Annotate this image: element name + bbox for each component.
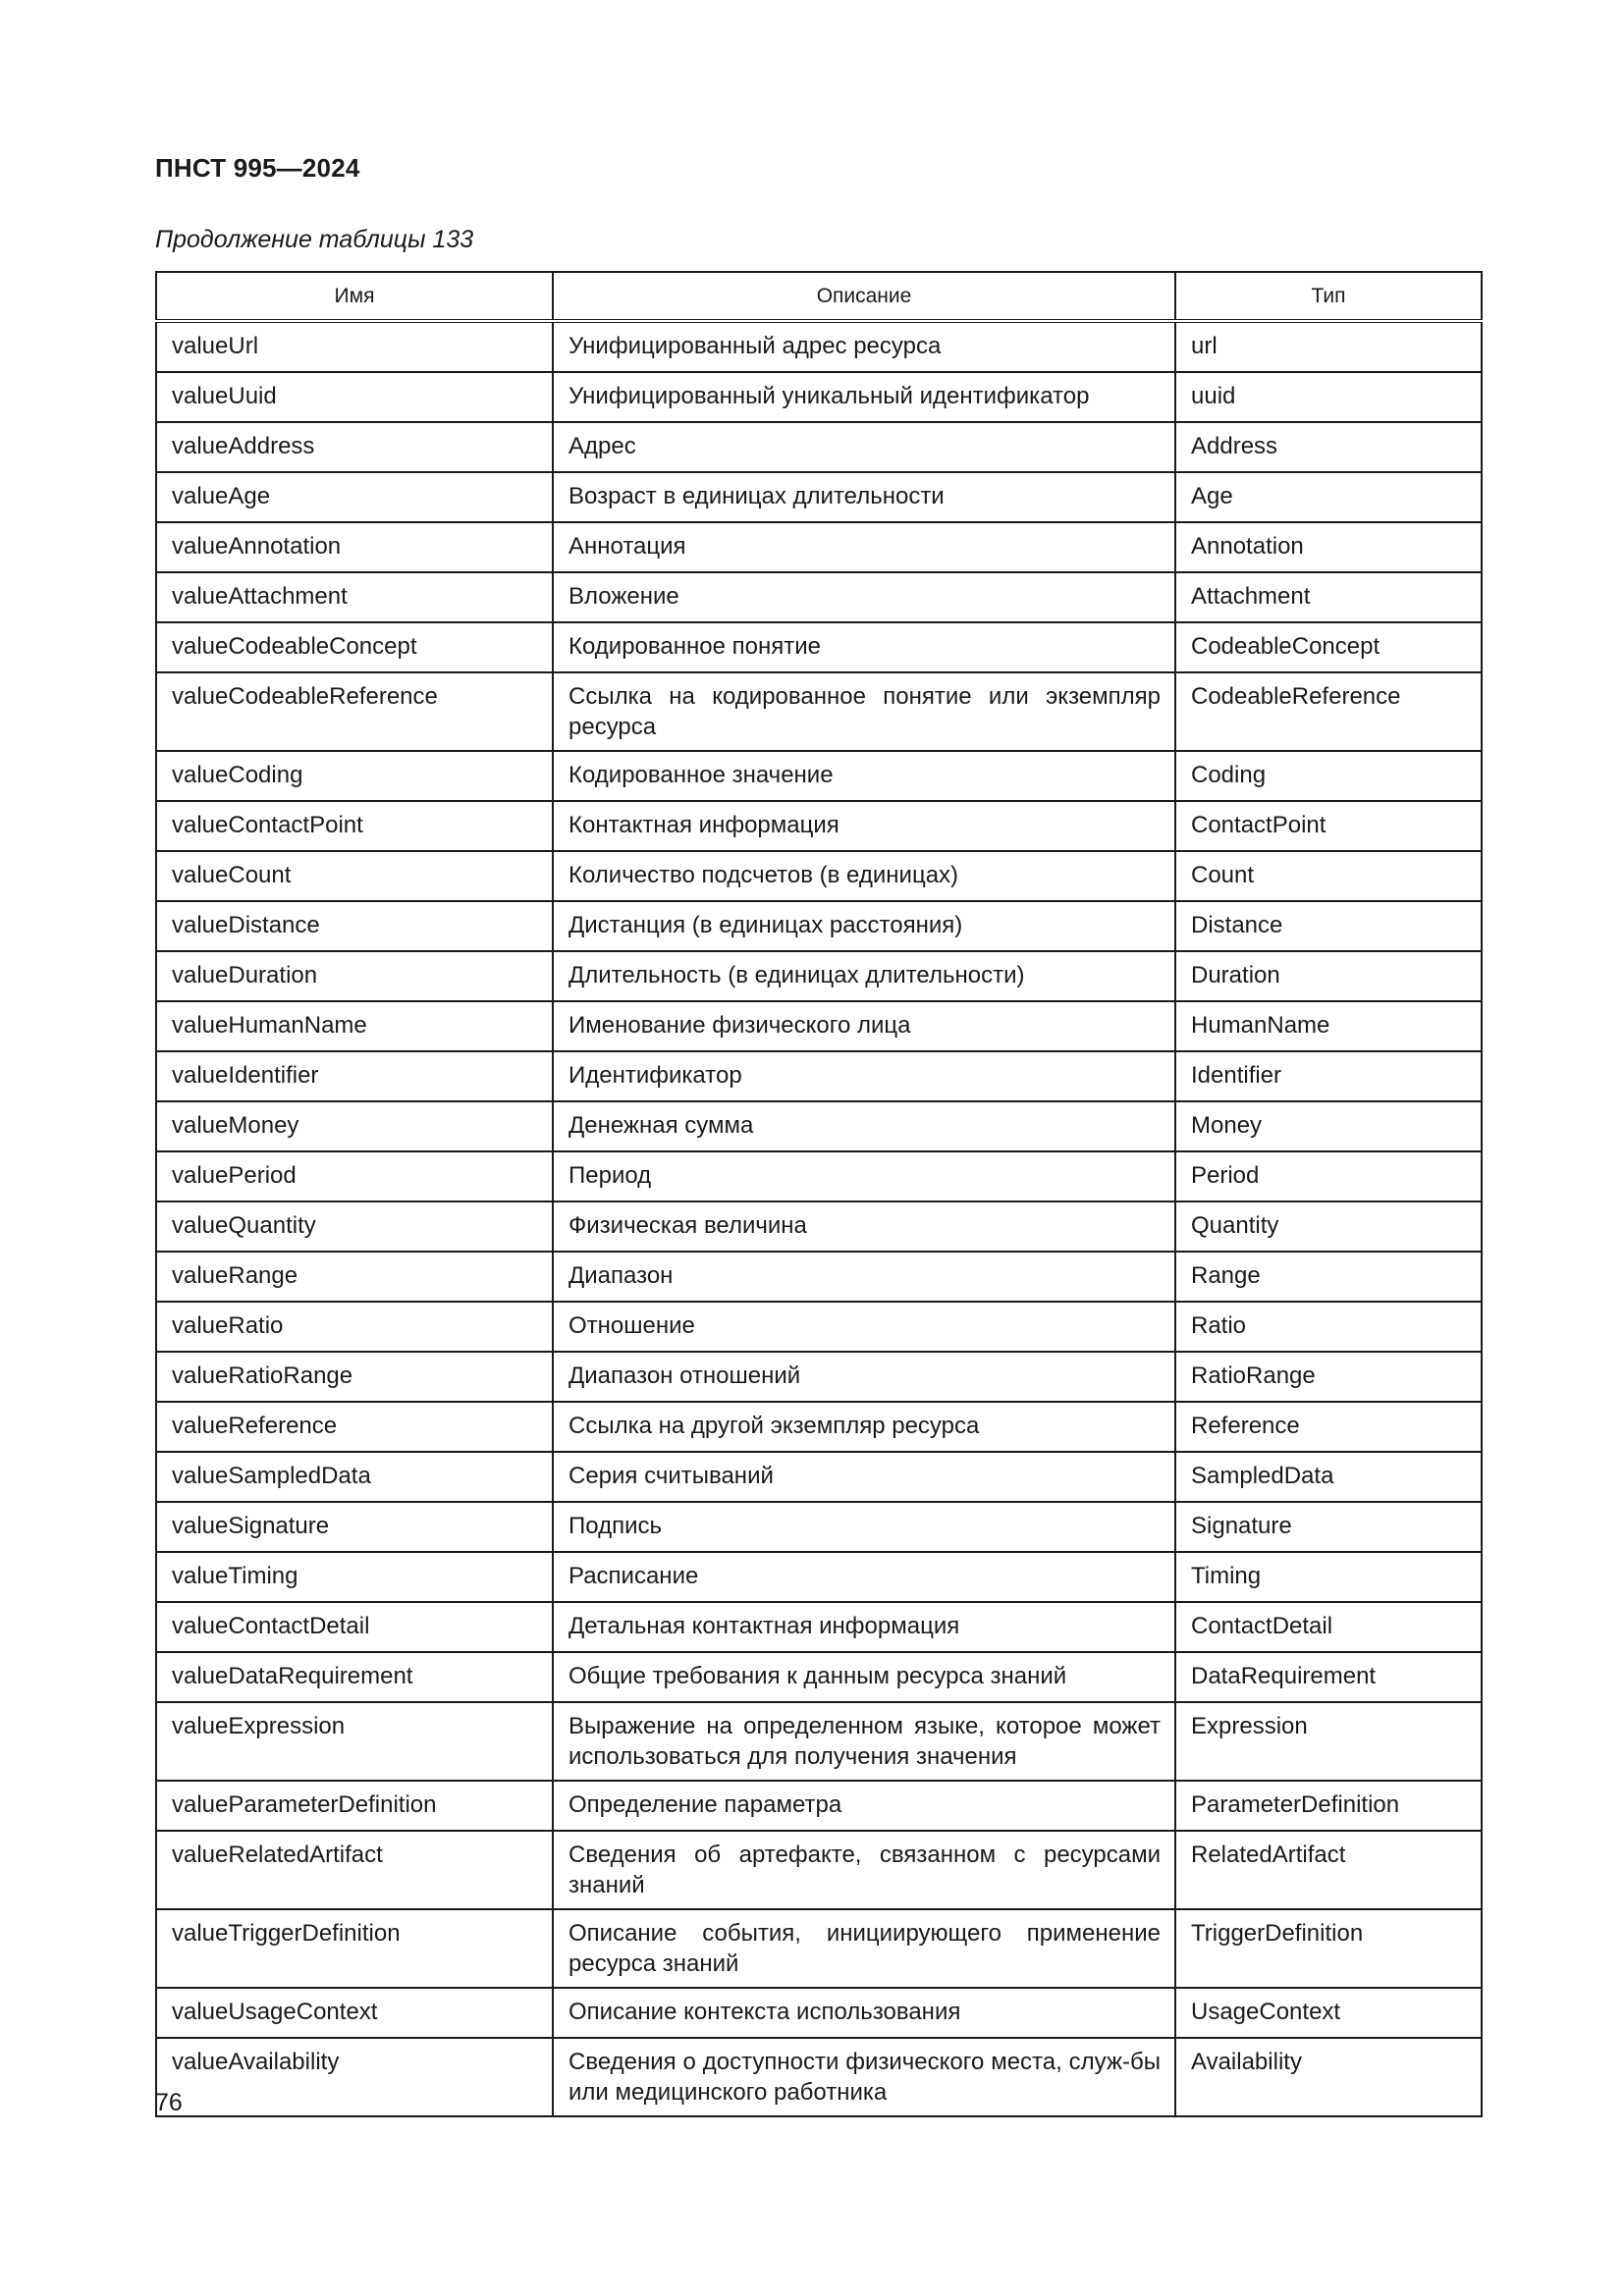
cell-type: Annotation	[1175, 522, 1482, 572]
cell-description: Унифицированный уникальный идентификатор	[553, 372, 1175, 422]
cell-type: uuid	[1175, 372, 1482, 422]
table-row	[156, 1402, 1482, 1452]
cell-description: Описание контекста использования	[553, 1988, 1175, 2038]
cell-type: Identifier	[1175, 1051, 1482, 1101]
cell-name: valueIdentifier	[156, 1051, 553, 1101]
table-row	[156, 1252, 1482, 1302]
cell-type: Attachment	[1175, 572, 1482, 622]
cell-description: Кодированное значение	[553, 751, 1175, 801]
column-header-description: Описание	[553, 272, 1175, 321]
table-row	[156, 1302, 1482, 1352]
cell-type: TriggerDefinition	[1175, 1909, 1482, 1988]
table-row	[156, 422, 1482, 472]
cell-type: Period	[1175, 1151, 1482, 1201]
cell-name: valueContactDetail	[156, 1602, 553, 1652]
table-caption: Продолжение таблицы 133	[155, 226, 474, 253]
cell-name: valueContactPoint	[156, 801, 553, 851]
document-id: ПНСТ 995—2024	[155, 153, 360, 183]
cell-description: Сведения об артефакте, связанном с ресурсами знаний	[553, 1831, 1175, 1909]
table-row	[156, 1652, 1482, 1702]
cell-description: Расписание	[553, 1552, 1175, 1602]
cell-description: Денежная сумма	[553, 1101, 1175, 1151]
cell-description: Общие требования к данным ресурса знаний	[553, 1652, 1175, 1702]
table-row	[156, 951, 1482, 1001]
cell-type: Money	[1175, 1101, 1482, 1151]
cell-type: Distance	[1175, 901, 1482, 951]
cell-name: valueMoney	[156, 1101, 553, 1151]
cell-description: Длительность (в единицах длительности)	[553, 951, 1175, 1001]
cell-name: valueQuantity	[156, 1201, 553, 1252]
table-row	[156, 1001, 1482, 1051]
cell-description: Кодированное понятие	[553, 622, 1175, 672]
table-row	[156, 2038, 1482, 2116]
column-header-type: Тип	[1175, 272, 1482, 321]
cell-description: Детальная контактная информация	[553, 1602, 1175, 1652]
cell-description: Ссылка на кодированное понятие или экземпляр ресурса	[553, 672, 1175, 751]
cell-type: Age	[1175, 472, 1482, 522]
cell-description: Подпись	[553, 1502, 1175, 1552]
cell-name: valueDataRequirement	[156, 1652, 553, 1702]
attributes-table	[155, 271, 1483, 2117]
table-row	[156, 1781, 1482, 1831]
cell-type: Reference	[1175, 1402, 1482, 1452]
cell-type: UsageContext	[1175, 1988, 1482, 2038]
cell-description: Описание события, инициирующего применение ресурса знаний	[553, 1909, 1175, 1988]
cell-description: Дистанция (в единицах расстояния)	[553, 901, 1175, 951]
table-row	[156, 1988, 1482, 2038]
table-row	[156, 1151, 1482, 1201]
table-row	[156, 622, 1482, 672]
cell-type: Expression	[1175, 1702, 1482, 1781]
cell-type: Coding	[1175, 751, 1482, 801]
cell-type: Timing	[1175, 1552, 1482, 1602]
cell-name: valueSignature	[156, 1502, 553, 1552]
cell-name: valueTriggerDefinition	[156, 1909, 553, 1988]
cell-type: ContactPoint	[1175, 801, 1482, 851]
cell-name: valueReference	[156, 1402, 553, 1452]
cell-name: valueUuid	[156, 372, 553, 422]
cell-type: SampledData	[1175, 1452, 1482, 1502]
cell-name: valueRelatedArtifact	[156, 1831, 553, 1909]
cell-type: CodeableConcept	[1175, 622, 1482, 672]
table-row	[156, 472, 1482, 522]
cell-description: Отношение	[553, 1302, 1175, 1352]
cell-name: valueParameterDefinition	[156, 1781, 553, 1831]
cell-description: Определение параметра	[553, 1781, 1175, 1831]
cell-type: Availability	[1175, 2038, 1482, 2116]
cell-name: valueAttachment	[156, 572, 553, 622]
cell-type: RatioRange	[1175, 1352, 1482, 1402]
cell-name: valueUrl	[156, 321, 553, 372]
cell-description: Сведения о доступности физического места, служ-бы или медицинского работника	[553, 2038, 1175, 2116]
cell-description: Адрес	[553, 422, 1175, 472]
table-row	[156, 1101, 1482, 1151]
cell-name: valueAnnotation	[156, 522, 553, 572]
table-row	[156, 1502, 1482, 1552]
cell-name: valueAge	[156, 472, 553, 522]
cell-description: Физическая величина	[553, 1201, 1175, 1252]
cell-name: valueCoding	[156, 751, 553, 801]
table-row	[156, 1831, 1482, 1909]
page-number: 76	[155, 2089, 183, 2116]
cell-name: valueRange	[156, 1252, 553, 1302]
cell-description: Именование физического лица	[553, 1001, 1175, 1051]
cell-type: Signature	[1175, 1502, 1482, 1552]
cell-description: Аннотация	[553, 522, 1175, 572]
table-row	[156, 522, 1482, 572]
cell-type: url	[1175, 321, 1482, 372]
table-header-row	[156, 272, 1482, 321]
table-row	[156, 751, 1482, 801]
table-row	[156, 372, 1482, 422]
table-row	[156, 572, 1482, 622]
cell-name: valueDuration	[156, 951, 553, 1001]
cell-name: valueCount	[156, 851, 553, 901]
table-row	[156, 1602, 1482, 1652]
table-row	[156, 1051, 1482, 1101]
cell-description: Унифицированный адрес ресурса	[553, 321, 1175, 372]
cell-name: valueAddress	[156, 422, 553, 472]
cell-type: Ratio	[1175, 1302, 1482, 1352]
cell-type: DataRequirement	[1175, 1652, 1482, 1702]
cell-description: Диапазон	[553, 1252, 1175, 1302]
column-header-name: Имя	[156, 272, 553, 321]
cell-description: Серия считываний	[553, 1452, 1175, 1502]
cell-description: Период	[553, 1151, 1175, 1201]
table-row	[156, 1452, 1482, 1502]
table-row	[156, 1201, 1482, 1252]
cell-name: valueAvailability	[156, 2038, 553, 2116]
table-row	[156, 1909, 1482, 1988]
cell-type: ParameterDefinition	[1175, 1781, 1482, 1831]
cell-description: Количество подсчетов (в единицах)	[553, 851, 1175, 901]
cell-type: Range	[1175, 1252, 1482, 1302]
cell-name: valueSampledData	[156, 1452, 553, 1502]
table-row	[156, 1702, 1482, 1781]
cell-description: Возраст в единицах длительности	[553, 472, 1175, 522]
cell-type: CodeableReference	[1175, 672, 1482, 751]
cell-type: HumanName	[1175, 1001, 1482, 1051]
cell-description: Идентификатор	[553, 1051, 1175, 1101]
cell-description: Вложение	[553, 572, 1175, 622]
cell-type: ContactDetail	[1175, 1602, 1482, 1652]
cell-description: Ссылка на другой экземпляр ресурса	[553, 1402, 1175, 1452]
cell-name: valuePeriod	[156, 1151, 553, 1201]
cell-name: valueHumanName	[156, 1001, 553, 1051]
table-row	[156, 672, 1482, 751]
cell-type: Count	[1175, 851, 1482, 901]
table-row	[156, 901, 1482, 951]
cell-name: valueUsageContext	[156, 1988, 553, 2038]
cell-type: Quantity	[1175, 1201, 1482, 1252]
cell-description: Выражение на определенном языке, которое может использоваться для получения значения	[553, 1702, 1175, 1781]
cell-name: valueCodeableReference	[156, 672, 553, 751]
cell-description: Контактная информация	[553, 801, 1175, 851]
table-row	[156, 1352, 1482, 1402]
cell-description: Диапазон отношений	[553, 1352, 1175, 1402]
cell-name: valueDistance	[156, 901, 553, 951]
cell-type: Duration	[1175, 951, 1482, 1001]
cell-name: valueTiming	[156, 1552, 553, 1602]
cell-name: valueExpression	[156, 1702, 553, 1781]
cell-name: valueRatio	[156, 1302, 553, 1352]
table-row	[156, 321, 1482, 372]
cell-type: Address	[1175, 422, 1482, 472]
cell-name: valueRatioRange	[156, 1352, 553, 1402]
table-row	[156, 801, 1482, 851]
table-row	[156, 1552, 1482, 1602]
cell-type: RelatedArtifact	[1175, 1831, 1482, 1909]
table-row	[156, 851, 1482, 901]
cell-name: valueCodeableConcept	[156, 622, 553, 672]
